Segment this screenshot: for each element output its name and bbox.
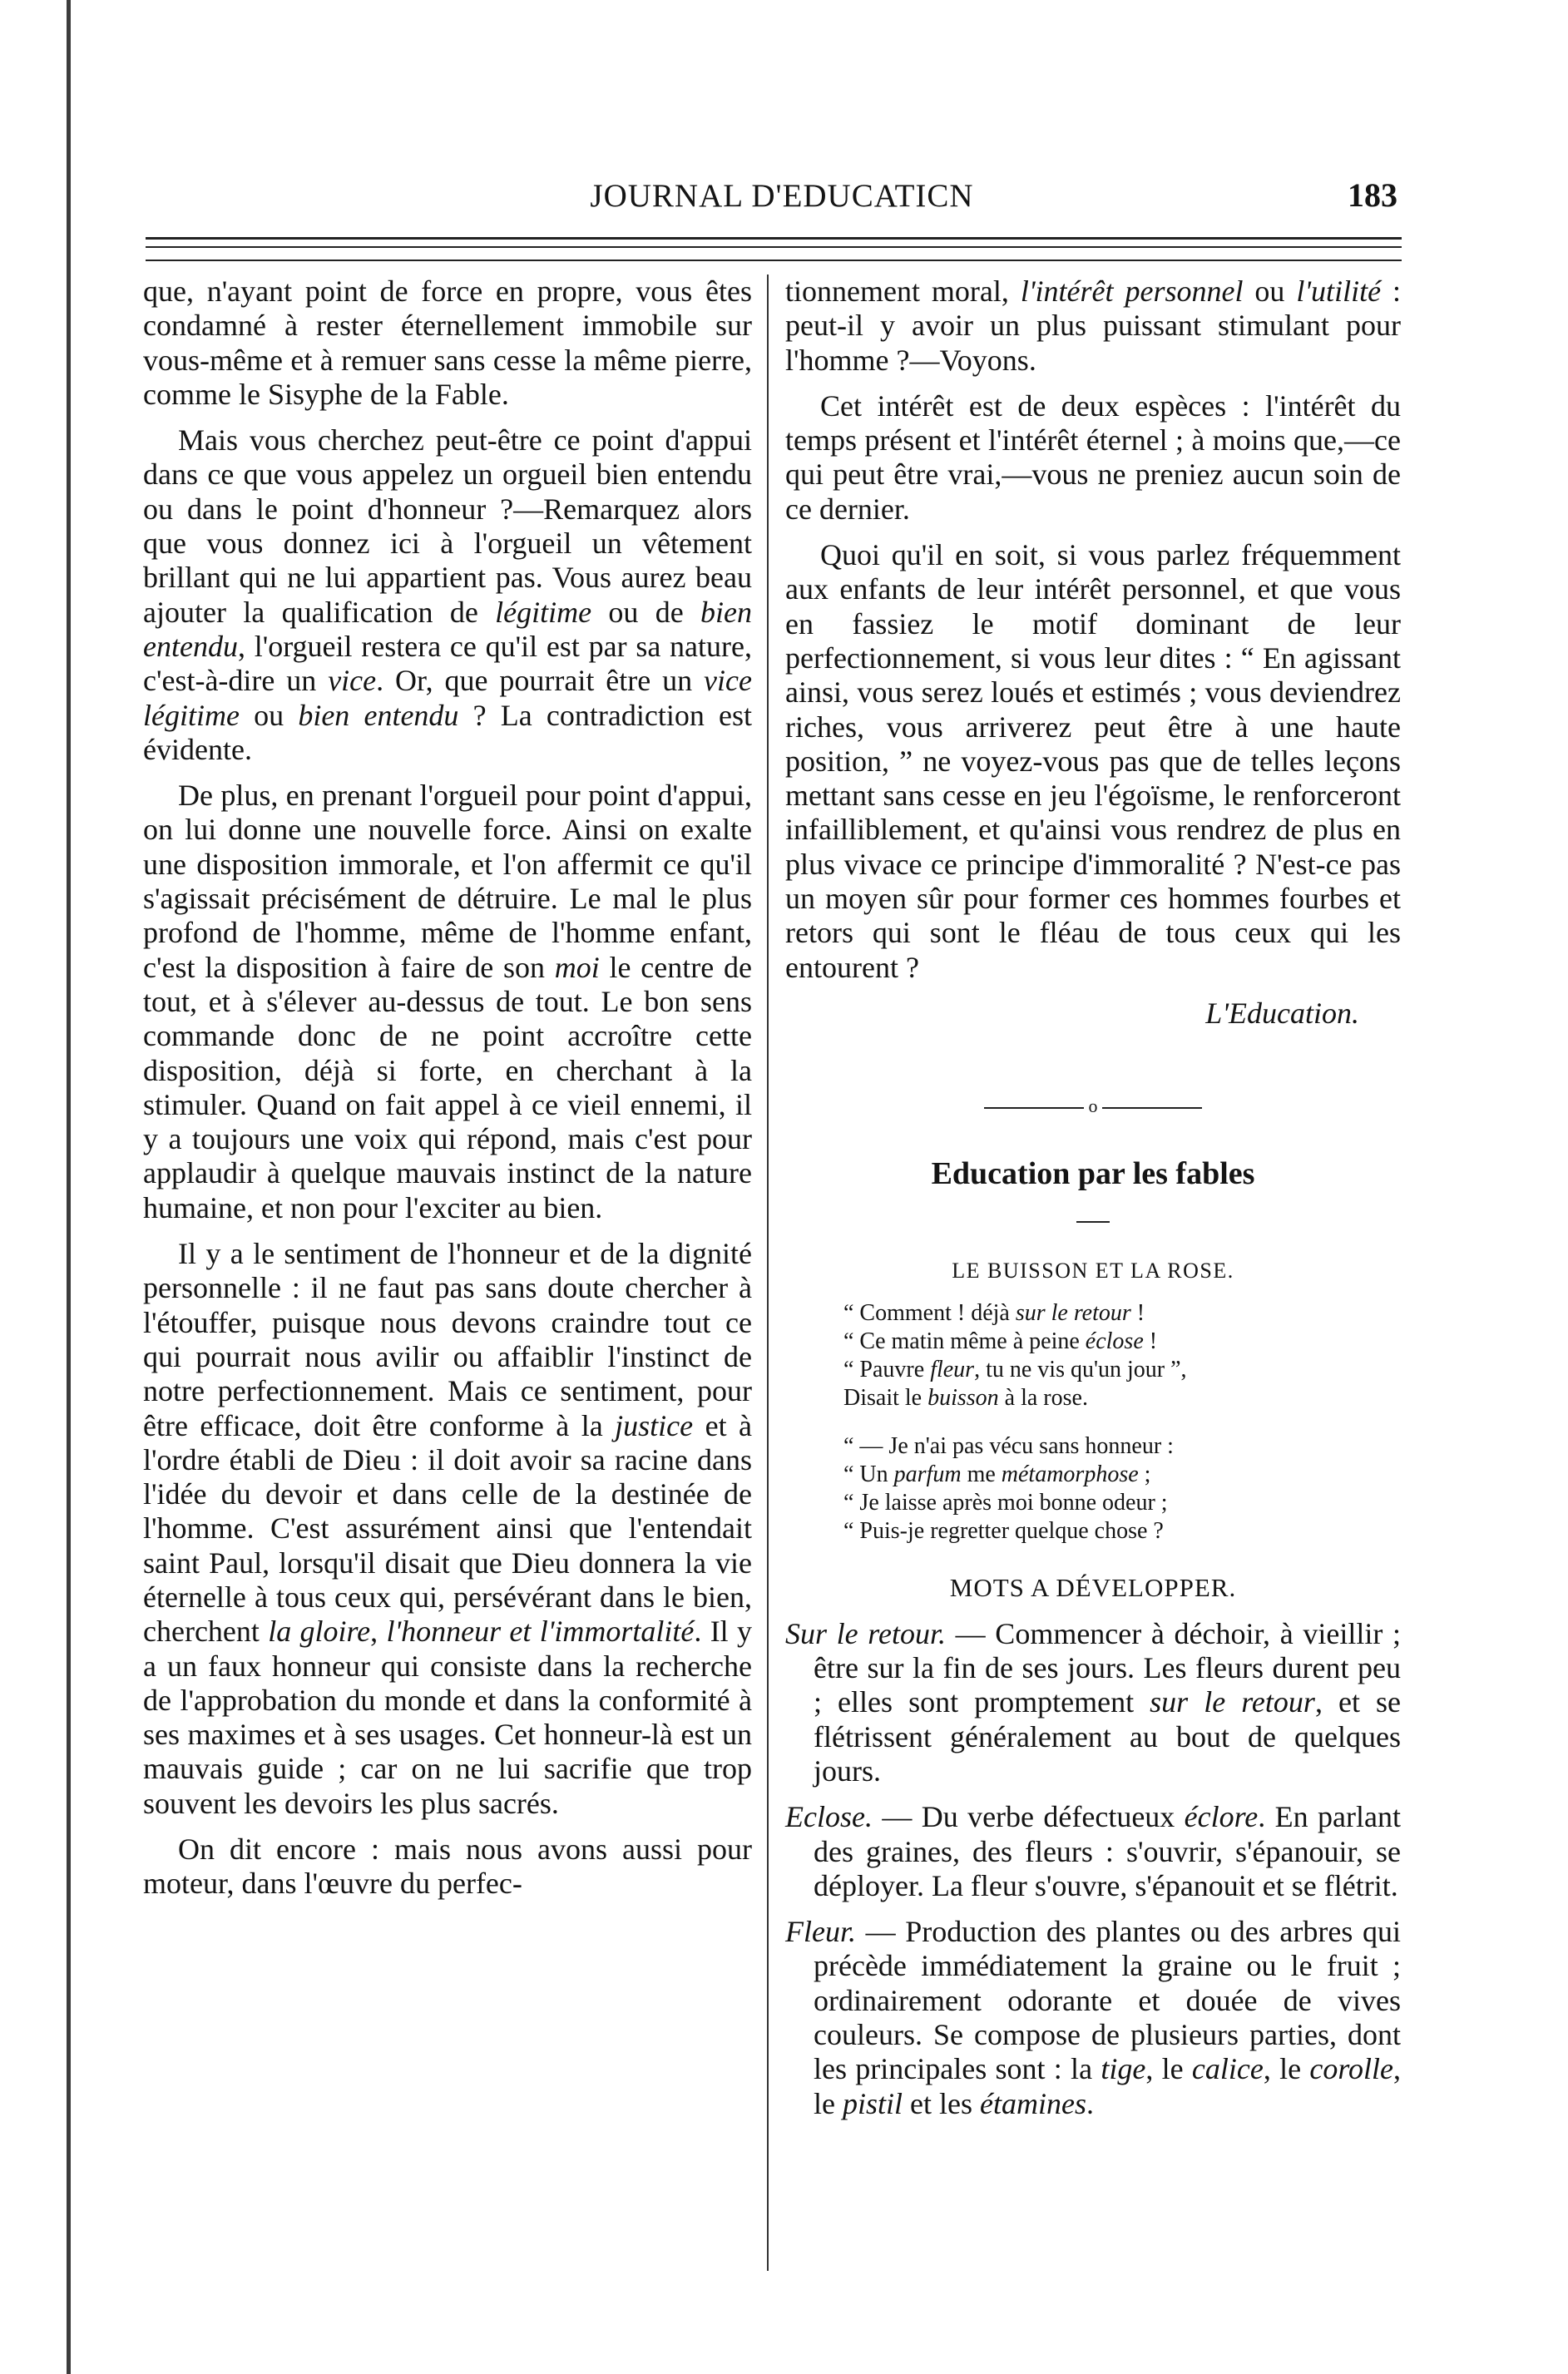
paragraph	[143, 274, 752, 412]
words-title: MOTS A DÉVELOPPER.	[949, 1573, 1237, 1603]
italic-text: justice	[615, 1408, 694, 1442]
separator-mark: o	[1088, 1096, 1098, 1117]
text-run: à la rose.	[998, 1385, 1088, 1412]
verse-line	[843, 1384, 1401, 1412]
text-run: “ Je laisse après moi bonne odeur ;	[843, 1490, 1168, 1516]
italic-text: bien entendu	[143, 595, 753, 663]
title-dash	[785, 1196, 1401, 1230]
verse-line	[843, 1356, 1401, 1384]
italic-text: l'intérêt personnel	[1020, 274, 1244, 308]
text-run: !	[1143, 1328, 1158, 1355]
running-header	[150, 171, 1397, 229]
text-run: , et se flétrissent généralement au bout de quelques jours.	[814, 1685, 1402, 1788]
italic-text: bien entendu	[298, 698, 459, 732]
paragraph	[143, 779, 752, 1225]
italic-text: tige	[1101, 2052, 1146, 2086]
definition-entry	[785, 1915, 1401, 2121]
paragraph	[143, 423, 752, 767]
definition-entry	[785, 1617, 1401, 1788]
definition-term: Fleur.	[785, 1915, 856, 1949]
separator-line	[984, 1107, 1084, 1109]
text-run: ou de	[591, 595, 701, 629]
text-run: “ — Je n'ai pas vécu sans honneur :	[843, 1433, 1174, 1460]
text-run: , le	[1263, 2052, 1310, 2086]
italic-text: la gloire	[268, 1615, 371, 1649]
header-rule	[146, 246, 1402, 248]
text-run: Quoi qu'il en soit, si vous parlez fréquemment aux enfants de leur intérêt personnel, et que vous en fassiez le motif dominant de leur perfectionnement, si vous leur dites : “ En agissant ainsi, vous serez loués et estimés ; vous deviendrez riches, vous arriverez peut être à une haute position, ” ne voyez-vous pas que de telles leçons mettant sans cesse en jeu l'égoïsme, le renforceront infailliblement, et qu'ainsi vous rendrez de plus en plus vivace ce principe d'immoralité ? N'est-ce pas un moyen sûr pour former ces hommes fourbes et retors qui sont le fléau de tous ceux qui les entourent ?	[785, 538, 1401, 984]
definition-term: Eclose.	[785, 1800, 873, 1834]
definitions-list	[785, 1617, 1401, 2121]
italic-text: pistil	[842, 2086, 903, 2120]
text-run: ou	[1243, 274, 1297, 308]
section-title: Education par les fables	[931, 1155, 1255, 1191]
paragraph	[143, 1832, 752, 1902]
text-run: On dit encore : mais nous avons aussi pour moteur, dans l'œuvre du perfec-	[143, 1832, 752, 1901]
italic-text: étamines	[980, 2086, 1086, 2120]
text-run: Cet intérêt est de deux espèces : l'intérêt du temps présent et l'intérêt éternel ; à moins que,—ce qui peut être vrai,—vous ne preniez aucun soin de ce dernier.	[785, 388, 1401, 526]
fable-verse	[785, 1299, 1401, 1546]
text-run: et les	[903, 2086, 980, 2120]
italic-text: fleur	[930, 1357, 975, 1383]
paragraph	[785, 274, 1401, 378]
text-run: le centre de tout, et à s'élever au-dessus de tout. Le bon sens commande donc de ne point accroître cette disposition, déjà si forte, en cherchant à la stimuler. Quand on fait appel à ce vieil ennemi, il y a toujours une voix qui répond, mais c'est pour applaudir à quelque mauvais instinct de la nature humaine, et non pour l'exciter au bien.	[143, 950, 752, 1224]
italic-text: l'honneur et l'immortalité	[386, 1615, 695, 1649]
text-run: “ Comment ! déjà	[843, 1300, 1016, 1327]
right-column	[785, 274, 1401, 2133]
text-run: , tu ne vis qu'un jour ”,	[974, 1357, 1187, 1383]
text-run: que, n'ayant point de force en propre, vous êtes condamné à rester éternellement immobile sur vous-même et à remuer sans cesse la même pierre, comme le Sisyphe de la Fable.	[143, 274, 752, 411]
text-run: — Du verbe défectueux	[872, 1800, 1185, 1834]
text-run: tionnement moral,	[785, 274, 1021, 308]
definition-entry	[785, 1800, 1401, 1903]
italic-text: sur le retour	[1150, 1685, 1315, 1719]
article-signature: L'Education.	[1205, 996, 1359, 1030]
italic-text: métamorphose	[1001, 1461, 1139, 1488]
text-run: Mais vous cherchez peut-être ce point d'appui dans ce que vous appelez un orgueil bien entendu ou dans le point d'honneur ?—Remarquez alors que vous donnez ici à l'orgueil un vêtement brillant qui ne lui appartient pas. Vous aurez beau ajouter la qualification de	[143, 423, 752, 629]
text-run: “ Ce matin même à peine	[843, 1328, 1086, 1355]
italic-text: moi	[554, 950, 600, 984]
verse-line	[843, 1328, 1401, 1356]
text-run: Il y a le sentiment de l'honneur et de la dignité personnelle : il ne faut pas sans doute chercher à l'étouffer, puisque nous devons craindre tout ce qui pourrait nous avilir ou affaiblir l'instinct de notre perfectionnement. Mais ce sentiment, pour être efficace, doit être conforme à la	[143, 1237, 752, 1442]
verse-line	[843, 1489, 1401, 1517]
header-rule	[146, 237, 1402, 240]
italic-text: buisson	[927, 1385, 999, 1412]
italic-text: sur le retour	[1015, 1300, 1131, 1327]
fable-title: LE BUISSON ET LA ROSE.	[952, 1259, 1234, 1283]
text-run: “ Pauvre	[843, 1357, 931, 1383]
italic-text: vice	[328, 664, 377, 698]
journal-title: JOURNAL D'EDUCATICN	[590, 178, 974, 214]
italic-text: éclore	[1184, 1800, 1259, 1834]
text-run: ou	[239, 698, 299, 732]
page-binding-edge	[67, 0, 71, 2374]
text-run: ? La contradiction est évidente.	[143, 698, 752, 766]
verse-line	[843, 1517, 1401, 1546]
header-rule	[146, 260, 1402, 261]
text-run: — Commencer à déchoir, à vieillir ; être sur la fin de ses jours. Les fleurs durent peu ; elles sont promptement	[814, 1616, 1401, 1719]
verse-line	[843, 1432, 1401, 1461]
italic-text: corolle	[1309, 2052, 1393, 2086]
italic-text: l'utilité	[1296, 274, 1382, 308]
italic-text: vice légitime	[143, 664, 752, 732]
text-run: et à l'ordre établi de Dieu : il doit avoir sa racine dans l'idée du devoir et dans celle de la destinée de l'homme. C'est assurément ainsi que l'entendait saint Paul, lorsqu'il disait que Dieu donnera la vie éternelle à tous ceux qui, persévérant dans le bien, cherchent	[143, 1408, 752, 1649]
verse-stanza	[843, 1432, 1401, 1546]
italic-text: éclose	[1085, 1328, 1144, 1355]
text-run: : peut-il y avoir un plus puissant stimulant pour l'homme ?—Voyons.	[785, 274, 1402, 377]
page-number: 183	[1348, 176, 1397, 214]
text-run: “ Puis-je regretter quelque chose ?	[843, 1518, 1164, 1545]
right-column-paragraphs	[785, 274, 1401, 985]
separator-line	[1102, 1107, 1202, 1109]
section-separator	[785, 1089, 1401, 1123]
verse-line	[843, 1299, 1401, 1328]
paragraph	[785, 389, 1401, 527]
text-run: “ Un	[843, 1461, 894, 1488]
text-run: , l'orgueil restera ce qu'il est par sa nature, c'est-à-dire un	[143, 629, 752, 698]
column-divider	[767, 274, 769, 2271]
text-run: me	[961, 1461, 1002, 1488]
text-run: — Production des plantes ou des arbres qui précède immédiatement la graine ou le fruit ; ordinairement odorante et douée de vives couleurs. Se compose de plusieurs parties, dont les principales sont : la	[814, 1915, 1401, 2086]
paragraph	[143, 1237, 752, 1821]
text-run: !	[1130, 1300, 1145, 1327]
text-run: . En parlant des graines, des fleurs : s'ouvrir, s'épanouir, se déployer. La fleur s'ouvre, s'épanouit et se flétrit.	[814, 1800, 1401, 1902]
definition-term: Sur le retour.	[785, 1616, 946, 1650]
text-run: Disait le	[843, 1385, 928, 1412]
text-run: . Il y a un faux honneur qui consiste dans la recherche de l'approbation du monde et dans la conformité à ses maximes et à ses usages. Cet honneur-là est un mauvais guide ; car on ne lui sacrifie que trop souvent les devoirs les plus sacrés.	[143, 1615, 752, 1820]
text-run: .	[1086, 2086, 1094, 2120]
text-run: De plus, en prenant l'orgueil pour point d'appui, on lui donne une nouvelle force. Ainsi on exalte une disposition immorale, et l'on affermit ce qu'il s'agissait précisément de détruire. Le mal le plus profond de l'homme, même de l'homme enfant, c'est la disposition à faire de son	[143, 779, 752, 984]
text-run: , le	[1145, 2052, 1192, 2086]
text-run: ,	[370, 1615, 387, 1649]
text-run: , le	[814, 2052, 1401, 2120]
text-run: ;	[1138, 1461, 1151, 1488]
left-column	[143, 274, 752, 1913]
italic-text: légitime	[495, 595, 592, 629]
text-run: . Or, que pourrait être un	[376, 664, 705, 698]
verse-line	[843, 1461, 1401, 1489]
italic-text: parfum	[893, 1461, 962, 1488]
italic-text: calice	[1191, 2052, 1264, 2086]
paragraph	[785, 538, 1401, 985]
verse-stanza	[843, 1299, 1401, 1412]
